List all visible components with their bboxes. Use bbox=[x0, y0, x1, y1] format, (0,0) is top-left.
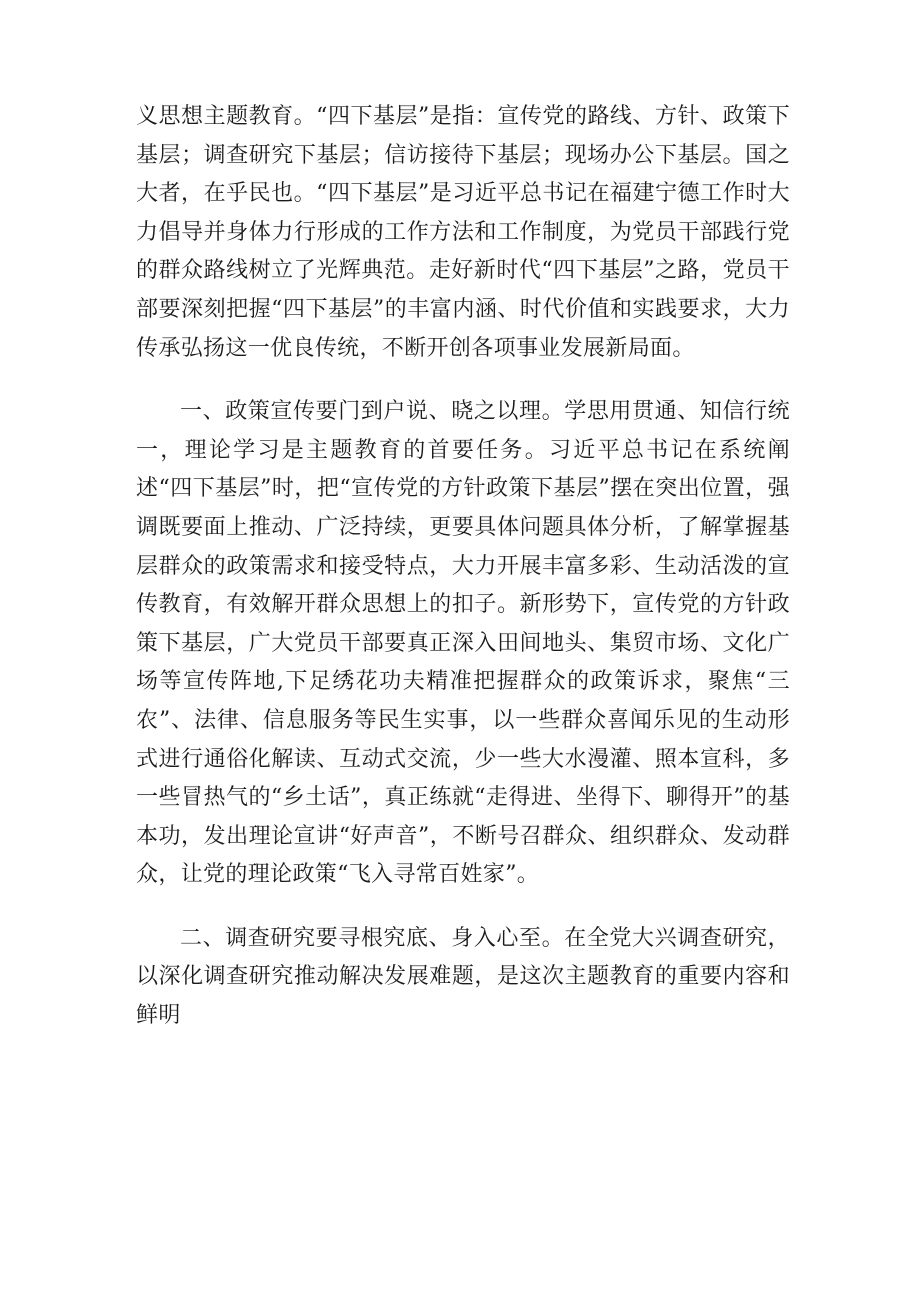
paragraph-policy-promotion: 一、政策宣传要门到户说、晓之以理。学思用贯通、知信行统一，理论学习是主题教育的首要任务。习近平总书记在系统阐述“四下基层”时，把“宣传党的方针政策下基层”摆在突出位置，强调既要面上推动、广泛持续，更要具体问题具体分析，了解掌握基层群众的政策需求和接受特点，大力开展丰富多彩、生动活泼的宣传教育，有效解开群众思想上的扣子。新形势下，宣传党的方针政策下基层，广大党员干部要真正深入田间地头、集贸市场、文化广场等宣传阵地,下足绣花功夫精准把握群众的政策诉求，聚焦“三农”、法律、信息服务等民生实事，以一些群众喜闻乐见的生动形式进行通俗化解读、互动式交流，少一些大水漫灌、照本宣科，多一些冒热气的“乡土话”，真正练就“走得进、坐得下、聊得开”的基本功，发出理论宣讲“好声音”，不断号召群众、组织群众、发动群众，让党的理论政策“飞入寻常百姓家”。 bbox=[136, 399, 790, 888]
document-page bbox=[136, 98, 790, 1036]
paragraph-investigation-research: 二、调查研究要寻根究底、身入心至。在全党大兴调查研究，以深化调查研究推动解决发展难题，是这次主题教育的重要内容和鲜明 bbox=[136, 925, 790, 1029]
paragraph-intro: 义思想主题教育。“四下基层”是指：宣传党的路线、方针、政策下基层；调查研究下基层；信访接待下基层；现场办公下基层。国之大者，在乎民也。“四下基层”是习近平总书记在福建宁德工作时大力倡导并身体力行形成的工作方法和工作制度，为党员干部践行党的群众路线树立了光辉典范。走好新时代“四下基层”之路，党员干部要深刻把握“四下基层”的丰富内涵、时代价值和实践要求，大力传承弘扬这一优良传统，不断开创各项事业发展新局面。 bbox=[136, 104, 790, 361]
